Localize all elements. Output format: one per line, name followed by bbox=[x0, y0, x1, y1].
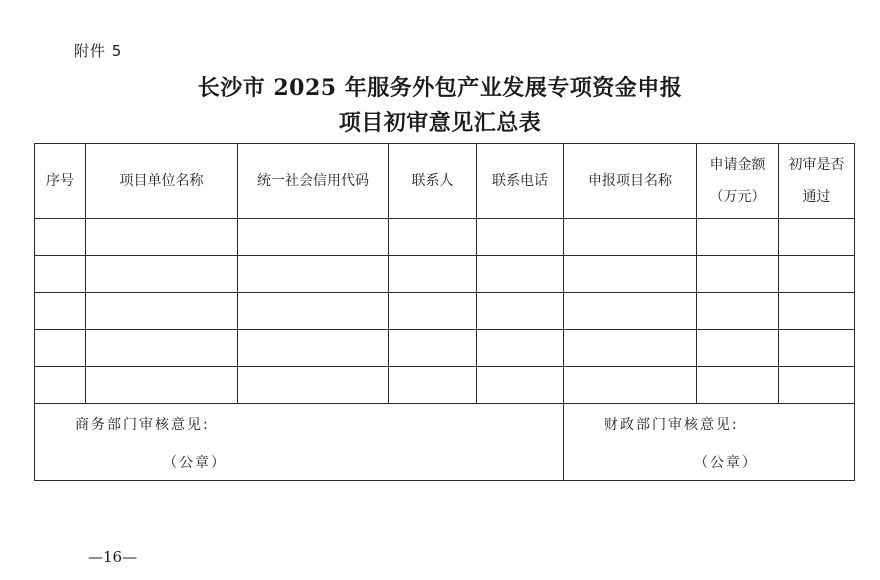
page-number: —16— bbox=[88, 548, 138, 566]
table-header-row bbox=[35, 144, 855, 219]
table-cell bbox=[35, 256, 86, 293]
table-cell bbox=[697, 219, 779, 256]
document-subtitle: 项目初审意见汇总表 bbox=[338, 110, 542, 136]
table-cell bbox=[779, 256, 855, 293]
table-cell bbox=[564, 256, 697, 293]
table-cell bbox=[779, 330, 855, 367]
table-cell bbox=[477, 367, 564, 404]
table-cell bbox=[86, 219, 238, 256]
finance-opinion-label: 财政部门审核意见: bbox=[604, 417, 739, 433]
table-cell bbox=[779, 293, 855, 330]
table-cell bbox=[779, 367, 855, 404]
table-cell bbox=[238, 367, 389, 404]
table-cell bbox=[389, 219, 477, 256]
table-cell bbox=[86, 330, 238, 367]
header-credit-code: 统一社会信用代码 bbox=[238, 144, 389, 219]
table-cell bbox=[477, 256, 564, 293]
table-cell bbox=[697, 367, 779, 404]
table-cell bbox=[564, 330, 697, 367]
table-cell bbox=[697, 256, 779, 293]
table-body bbox=[35, 219, 855, 481]
table-row bbox=[35, 256, 855, 293]
table-cell bbox=[238, 293, 389, 330]
table-cell bbox=[238, 219, 389, 256]
table-row bbox=[35, 367, 855, 404]
table-cell bbox=[389, 256, 477, 293]
table-cell bbox=[35, 293, 86, 330]
header-amount-line1: 申请金额 bbox=[709, 157, 766, 173]
table-cell bbox=[477, 293, 564, 330]
header-seq: 序号 bbox=[35, 144, 86, 219]
table-cell bbox=[564, 367, 697, 404]
table-cell bbox=[35, 367, 86, 404]
table-cell bbox=[564, 293, 697, 330]
table-cell bbox=[86, 293, 238, 330]
commerce-opinion-label: 商务部门审核意见: bbox=[75, 417, 210, 433]
header-contact: 联系人 bbox=[389, 144, 477, 219]
commerce-opinion-cell bbox=[35, 404, 564, 481]
opinion-row bbox=[35, 404, 855, 481]
header-amount-line2: （万元） bbox=[709, 189, 766, 205]
table-cell bbox=[477, 330, 564, 367]
table-cell bbox=[697, 293, 779, 330]
table-cell bbox=[564, 219, 697, 256]
table-row bbox=[35, 330, 855, 367]
table-cell bbox=[477, 219, 564, 256]
finance-opinion-cell bbox=[564, 404, 855, 481]
attachment-label: 附件 5 bbox=[74, 42, 123, 60]
table-cell bbox=[389, 330, 477, 367]
header-pass-line1: 初审是否 bbox=[788, 157, 845, 173]
table-cell bbox=[389, 293, 477, 330]
header-pass-line2: 通过 bbox=[802, 189, 831, 205]
header-unit-name: 项目单位名称 bbox=[86, 144, 238, 219]
header-project-name: 申报项目名称 bbox=[564, 144, 697, 219]
table-cell bbox=[86, 256, 238, 293]
header-pass bbox=[779, 144, 855, 219]
table-cell bbox=[779, 219, 855, 256]
header-phone: 联系电话 bbox=[477, 144, 564, 219]
table-cell bbox=[389, 367, 477, 404]
table-row bbox=[35, 293, 855, 330]
finance-seal: （公章） bbox=[694, 455, 758, 471]
table-cell bbox=[238, 256, 389, 293]
document-title: 长沙市 2025 年服务外包产业发展专项资金申报 bbox=[197, 75, 683, 101]
table-row bbox=[35, 219, 855, 256]
table-cell bbox=[35, 219, 86, 256]
table-cell bbox=[86, 367, 238, 404]
table-cell bbox=[35, 330, 86, 367]
commerce-seal: （公章） bbox=[163, 455, 227, 471]
summary-table bbox=[34, 143, 855, 481]
header-amount bbox=[697, 144, 779, 219]
table-cell bbox=[238, 330, 389, 367]
table-cell bbox=[697, 330, 779, 367]
